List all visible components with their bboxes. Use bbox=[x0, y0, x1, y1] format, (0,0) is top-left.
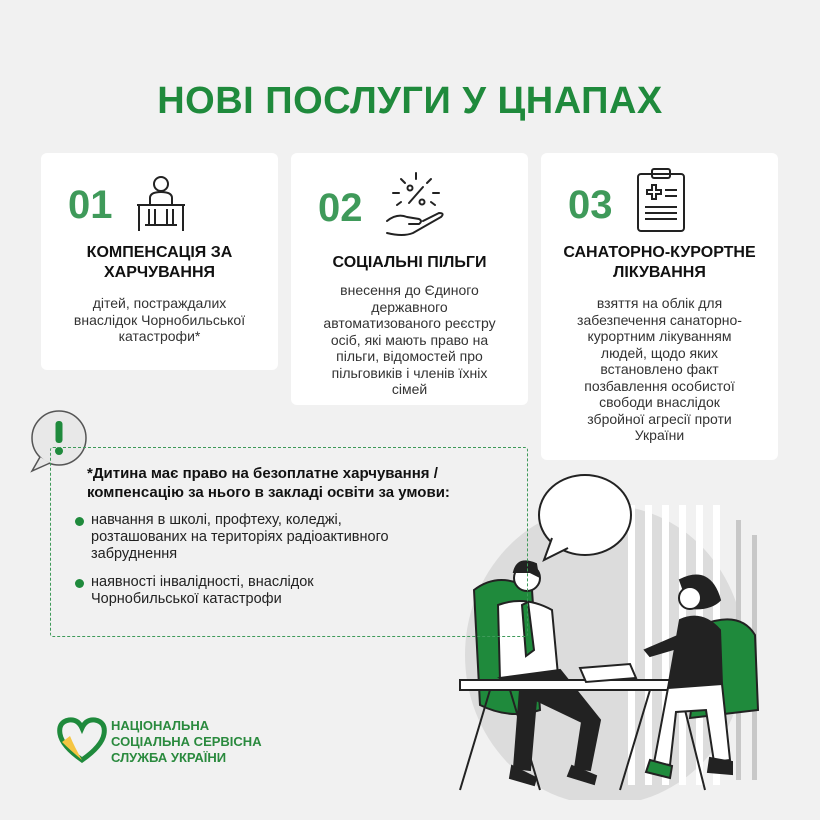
card-description: внесення до Єдиного державного автоматизованого реєстру осіб, які мають право на пільги, відомостей про пільговиків і членів їхніх сімей bbox=[323, 282, 496, 397]
medical-clipboard-icon bbox=[635, 167, 687, 233]
note-heading: *Дитина має право на безоплатне харчування / компенсацію за нього в закладі освіти за умови: bbox=[87, 465, 450, 501]
logo-text: НАЦІОНАЛЬНА СОЦІАЛЬНА СЕРВІСНА СЛУЖБА УКРАЇНИ bbox=[111, 718, 262, 765]
card-title: КОМПЕНСАЦІЯ ЗА ХАРЧУВАННЯ bbox=[86, 244, 233, 281]
bullet-icon bbox=[75, 579, 84, 588]
page-title: НОВІ ПОСЛУГИ У ЦНАПАХ bbox=[157, 80, 663, 122]
child-at-desk-icon bbox=[133, 173, 189, 233]
card-title: САНАТОРНО-КУРОРТНЕ ЛІКУВАННЯ bbox=[563, 244, 756, 281]
card-description: дітей, постраждалих внаслідок Чорнобильської катастрофи* bbox=[73, 295, 246, 344]
service-card-sanatorium bbox=[541, 153, 778, 460]
card-number: 03 bbox=[568, 183, 613, 227]
eligibility-note: *Дитина має право на безоплатне харчування / компенсацію за нього в закладі освіти за умови: навчання в школі, профтеху, коледжі, розташованих на територіях радіоактивного забруднення наявності інвалідності, внаслідок Чорнобильської катастрофи bbox=[50, 447, 528, 637]
percent-hand-icon bbox=[383, 169, 449, 241]
card-number: 01 bbox=[68, 183, 113, 227]
card-number: 02 bbox=[318, 186, 363, 230]
nsss-logo bbox=[56, 716, 108, 764]
card-description: взяття на облік для забезпечення санаторно- курортним лікуванням людей, щодо яких встановлено факт позбавлення особистої свободи внаслідок збройної агресії проти України bbox=[577, 295, 742, 443]
service-card-food-compensation bbox=[41, 153, 278, 370]
bullet-icon bbox=[75, 517, 84, 526]
service-card-social-benefits bbox=[291, 153, 528, 405]
card-title: СОЦІАЛЬНІ ПІЛЬГИ bbox=[332, 254, 487, 271]
